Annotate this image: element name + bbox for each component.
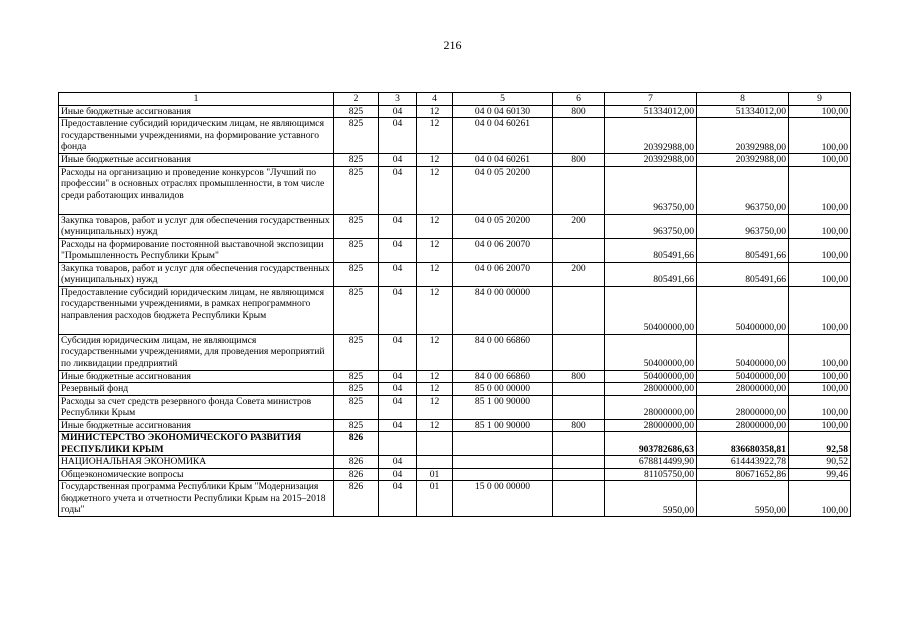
planned-amount-cell: 28000000,00 bbox=[605, 395, 697, 419]
subsection-cell: 12 bbox=[417, 286, 453, 334]
expense-type-cell bbox=[553, 334, 605, 370]
planned-amount-cell: 81105750,00 bbox=[605, 468, 697, 481]
subsection-cell: 12 bbox=[417, 238, 453, 262]
column-header: 4 bbox=[417, 93, 453, 106]
executed-amount-cell: 20392988,00 bbox=[697, 154, 789, 167]
target-article-cell: 15 0 00 00000 bbox=[453, 481, 553, 517]
planned-amount-cell: 50400000,00 bbox=[605, 286, 697, 334]
target-article-cell bbox=[453, 432, 553, 456]
executed-amount-cell: 28000000,00 bbox=[697, 419, 789, 432]
column-header: 8 bbox=[697, 93, 789, 106]
table-row bbox=[59, 468, 851, 481]
expense-type-cell bbox=[553, 383, 605, 396]
planned-amount-cell: 805491,66 bbox=[605, 262, 697, 286]
executed-amount-cell: 28000000,00 bbox=[697, 383, 789, 396]
expense-type-cell: 800 bbox=[553, 419, 605, 432]
expense-type-cell bbox=[553, 456, 605, 469]
section-cell: 04 bbox=[379, 370, 417, 383]
executed-amount-cell: 28000000,00 bbox=[697, 395, 789, 419]
expense-type-cell bbox=[553, 432, 605, 456]
budget-table bbox=[58, 92, 851, 517]
target-article-cell: 84 0 00 66860 bbox=[453, 334, 553, 370]
row-description: Расходы на формирование постоянной выставочной экспозиции "Промышленность Республики Крым" bbox=[59, 238, 334, 262]
table-row bbox=[59, 262, 851, 286]
executed-amount-cell: 836680358,81 bbox=[697, 432, 789, 456]
ministry-code-cell: 825 bbox=[334, 395, 379, 419]
subsection-cell: 01 bbox=[417, 481, 453, 517]
section-cell: 04 bbox=[379, 468, 417, 481]
target-article-cell: 85 0 00 00000 bbox=[453, 383, 553, 396]
expense-type-cell bbox=[553, 118, 605, 154]
section-cell: 04 bbox=[379, 105, 417, 118]
page-number: 216 bbox=[443, 38, 462, 52]
row-description: Предоставление субсидий юридическим лицам, не являющимся государственными учреждениями, на формирование уставного фонда bbox=[59, 118, 334, 154]
section-cell: 04 bbox=[379, 383, 417, 396]
subsection-cell: 12 bbox=[417, 118, 453, 154]
table-row bbox=[59, 238, 851, 262]
subsection-cell bbox=[417, 456, 453, 469]
row-description: Расходы на организацию и проведение конкурсов "Лучший по профессии" в основных отраслях промышленности, в том числе среди работающих инвалидов bbox=[59, 166, 334, 214]
section-cell: 04 bbox=[379, 262, 417, 286]
percent-cell: 100,00 bbox=[789, 370, 851, 383]
executed-amount-cell: 963750,00 bbox=[697, 214, 789, 238]
percent-cell: 100,00 bbox=[789, 395, 851, 419]
target-article-cell: 04 0 05 20200 bbox=[453, 166, 553, 214]
table-row bbox=[59, 432, 851, 456]
executed-amount-cell: 963750,00 bbox=[697, 166, 789, 214]
ministry-code-cell: 825 bbox=[334, 262, 379, 286]
expense-type-cell: 200 bbox=[553, 262, 605, 286]
executed-amount-cell: 51334012,00 bbox=[697, 105, 789, 118]
column-header: 6 bbox=[553, 93, 605, 106]
planned-amount-cell: 20392988,00 bbox=[605, 154, 697, 167]
ministry-code-cell: 825 bbox=[334, 118, 379, 154]
target-article-cell bbox=[453, 456, 553, 469]
target-article-cell: 04 0 06 20070 bbox=[453, 238, 553, 262]
planned-amount-cell: 28000000,00 bbox=[605, 383, 697, 396]
percent-cell: 100,00 bbox=[789, 286, 851, 334]
percent-cell: 100,00 bbox=[789, 481, 851, 517]
percent-cell: 100,00 bbox=[789, 214, 851, 238]
ministry-code-cell: 825 bbox=[334, 214, 379, 238]
subsection-cell: 12 bbox=[417, 214, 453, 238]
ministry-code-cell: 825 bbox=[334, 286, 379, 334]
row-description: Субсидия юридическим лицам, не являющимся государственными учреждениями, для проведения мероприятий по ликвидации предприятий bbox=[59, 334, 334, 370]
executed-amount-cell: 5950,00 bbox=[697, 481, 789, 517]
section-cell: 04 bbox=[379, 286, 417, 334]
expense-type-cell: 800 bbox=[553, 154, 605, 167]
column-header: 1 bbox=[59, 93, 334, 106]
expense-type-cell: 800 bbox=[553, 105, 605, 118]
subsection-cell: 12 bbox=[417, 262, 453, 286]
planned-amount-cell: 20392988,00 bbox=[605, 118, 697, 154]
expense-type-cell bbox=[553, 166, 605, 214]
planned-amount-cell: 963750,00 bbox=[605, 214, 697, 238]
table-row bbox=[59, 456, 851, 469]
planned-amount-cell: 5950,00 bbox=[605, 481, 697, 517]
planned-amount-cell: 805491,66 bbox=[605, 238, 697, 262]
ministry-code-cell: 825 bbox=[334, 419, 379, 432]
table-row bbox=[59, 154, 851, 167]
table-row bbox=[59, 383, 851, 396]
subsection-cell: 12 bbox=[417, 154, 453, 167]
subsection-cell: 12 bbox=[417, 105, 453, 118]
subsection-cell: 12 bbox=[417, 370, 453, 383]
percent-cell: 100,00 bbox=[789, 166, 851, 214]
executed-amount-cell: 614443922,78 bbox=[697, 456, 789, 469]
section-cell: 04 bbox=[379, 238, 417, 262]
ministry-code-cell: 825 bbox=[334, 166, 379, 214]
executed-amount-cell: 80671652,86 bbox=[697, 468, 789, 481]
row-description: МИНИСТЕРСТВО ЭКОНОМИЧЕСКОГО РАЗВИТИЯ РЕСПУБЛИКИ КРЫМ bbox=[59, 432, 334, 456]
percent-cell: 100,00 bbox=[789, 238, 851, 262]
percent-cell: 100,00 bbox=[789, 334, 851, 370]
section-cell: 04 bbox=[379, 118, 417, 154]
subsection-cell bbox=[417, 432, 453, 456]
executed-amount-cell: 50400000,00 bbox=[697, 370, 789, 383]
executed-amount-cell: 805491,66 bbox=[697, 238, 789, 262]
row-description: НАЦИОНАЛЬНАЯ ЭКОНОМИКА bbox=[59, 456, 334, 469]
percent-cell: 100,00 bbox=[789, 383, 851, 396]
table-row bbox=[59, 370, 851, 383]
section-cell: 04 bbox=[379, 214, 417, 238]
executed-amount-cell: 50400000,00 bbox=[697, 286, 789, 334]
table-row bbox=[59, 105, 851, 118]
target-article-cell: 04 0 06 20070 bbox=[453, 262, 553, 286]
target-article-cell: 84 0 00 66860 bbox=[453, 370, 553, 383]
section-cell: 04 bbox=[379, 334, 417, 370]
row-description: Резервный фонд bbox=[59, 383, 334, 396]
executed-amount-cell: 20392988,00 bbox=[697, 118, 789, 154]
column-header: 9 bbox=[789, 93, 851, 106]
ministry-code-cell: 826 bbox=[334, 432, 379, 456]
subsection-cell: 12 bbox=[417, 383, 453, 396]
subsection-cell: 12 bbox=[417, 419, 453, 432]
target-article-cell bbox=[453, 468, 553, 481]
expense-type-cell bbox=[553, 395, 605, 419]
percent-cell: 90,52 bbox=[789, 456, 851, 469]
subsection-cell: 12 bbox=[417, 395, 453, 419]
expense-type-cell: 200 bbox=[553, 214, 605, 238]
subsection-cell: 01 bbox=[417, 468, 453, 481]
ministry-code-cell: 826 bbox=[334, 468, 379, 481]
planned-amount-cell: 51334012,00 bbox=[605, 105, 697, 118]
row-description: Предоставление субсидий юридическим лицам, не являющимся государственными учреждениями, в рамках непрограммного направления расходов бюджета Республики Крым bbox=[59, 286, 334, 334]
executed-amount-cell: 805491,66 bbox=[697, 262, 789, 286]
target-article-cell: 04 0 04 60261 bbox=[453, 118, 553, 154]
ministry-code-cell: 826 bbox=[334, 456, 379, 469]
column-header: 5 bbox=[453, 93, 553, 106]
expense-type-cell bbox=[553, 468, 605, 481]
target-article-cell: 04 0 05 20200 bbox=[453, 214, 553, 238]
table-row bbox=[59, 481, 851, 517]
percent-cell: 92,58 bbox=[789, 432, 851, 456]
section-cell bbox=[379, 432, 417, 456]
ministry-code-cell: 825 bbox=[334, 105, 379, 118]
row-description: Иные бюджетные ассигнования bbox=[59, 419, 334, 432]
column-header: 3 bbox=[379, 93, 417, 106]
percent-cell: 100,00 bbox=[789, 105, 851, 118]
ministry-code-cell: 826 bbox=[334, 481, 379, 517]
planned-amount-cell: 50400000,00 bbox=[605, 370, 697, 383]
row-description: Иные бюджетные ассигнования bbox=[59, 370, 334, 383]
section-cell: 04 bbox=[379, 481, 417, 517]
row-description: Закупка товаров, работ и услуг для обеспечения государственных (муниципальных) нужд bbox=[59, 214, 334, 238]
table-header-row bbox=[59, 93, 851, 106]
table-row bbox=[59, 118, 851, 154]
target-article-cell: 85 1 00 90000 bbox=[453, 395, 553, 419]
column-header: 7 bbox=[605, 93, 697, 106]
percent-cell: 100,00 bbox=[789, 154, 851, 167]
row-description: Иные бюджетные ассигнования bbox=[59, 154, 334, 167]
expense-type-cell bbox=[553, 286, 605, 334]
planned-amount-cell: 678814499,90 bbox=[605, 456, 697, 469]
column-header: 2 bbox=[334, 93, 379, 106]
ministry-code-cell: 825 bbox=[334, 154, 379, 167]
row-description: Расходы за счет средств резервного фонда Совета министров Республики Крым bbox=[59, 395, 334, 419]
planned-amount-cell: 28000000,00 bbox=[605, 419, 697, 432]
section-cell: 04 bbox=[379, 419, 417, 432]
target-article-cell: 04 0 04 60261 bbox=[453, 154, 553, 167]
ministry-code-cell: 825 bbox=[334, 383, 379, 396]
row-description: Общеэкономические вопросы bbox=[59, 468, 334, 481]
percent-cell: 100,00 bbox=[789, 118, 851, 154]
planned-amount-cell: 50400000,00 bbox=[605, 334, 697, 370]
section-cell: 04 bbox=[379, 395, 417, 419]
ministry-code-cell: 825 bbox=[334, 370, 379, 383]
planned-amount-cell: 903782686,63 bbox=[605, 432, 697, 456]
percent-cell: 100,00 bbox=[789, 419, 851, 432]
table-row bbox=[59, 286, 851, 334]
percent-cell: 99,46 bbox=[789, 468, 851, 481]
expense-type-cell: 800 bbox=[553, 370, 605, 383]
row-description: Иные бюджетные ассигнования bbox=[59, 105, 334, 118]
table-row bbox=[59, 214, 851, 238]
expense-type-cell bbox=[553, 481, 605, 517]
section-cell: 04 bbox=[379, 456, 417, 469]
planned-amount-cell: 963750,00 bbox=[605, 166, 697, 214]
section-cell: 04 bbox=[379, 154, 417, 167]
section-cell: 04 bbox=[379, 166, 417, 214]
percent-cell: 100,00 bbox=[789, 262, 851, 286]
subsection-cell: 12 bbox=[417, 334, 453, 370]
ministry-code-cell: 825 bbox=[334, 334, 379, 370]
target-article-cell: 84 0 00 00000 bbox=[453, 286, 553, 334]
row-description: Государственная программа Республики Крым "Модернизация бюджетного учета и отчетности Республики Крым на 2015–2018 годы" bbox=[59, 481, 334, 517]
table-row bbox=[59, 334, 851, 370]
target-article-cell: 85 1 00 90000 bbox=[453, 419, 553, 432]
row-description: Закупка товаров, работ и услуг для обеспечения государственных (муниципальных) нужд bbox=[59, 262, 334, 286]
expense-type-cell bbox=[553, 238, 605, 262]
table-row bbox=[59, 166, 851, 214]
table-row bbox=[59, 419, 851, 432]
table-row bbox=[59, 395, 851, 419]
executed-amount-cell: 50400000,00 bbox=[697, 334, 789, 370]
subsection-cell: 12 bbox=[417, 166, 453, 214]
ministry-code-cell: 825 bbox=[334, 238, 379, 262]
target-article-cell: 04 0 04 60130 bbox=[453, 105, 553, 118]
